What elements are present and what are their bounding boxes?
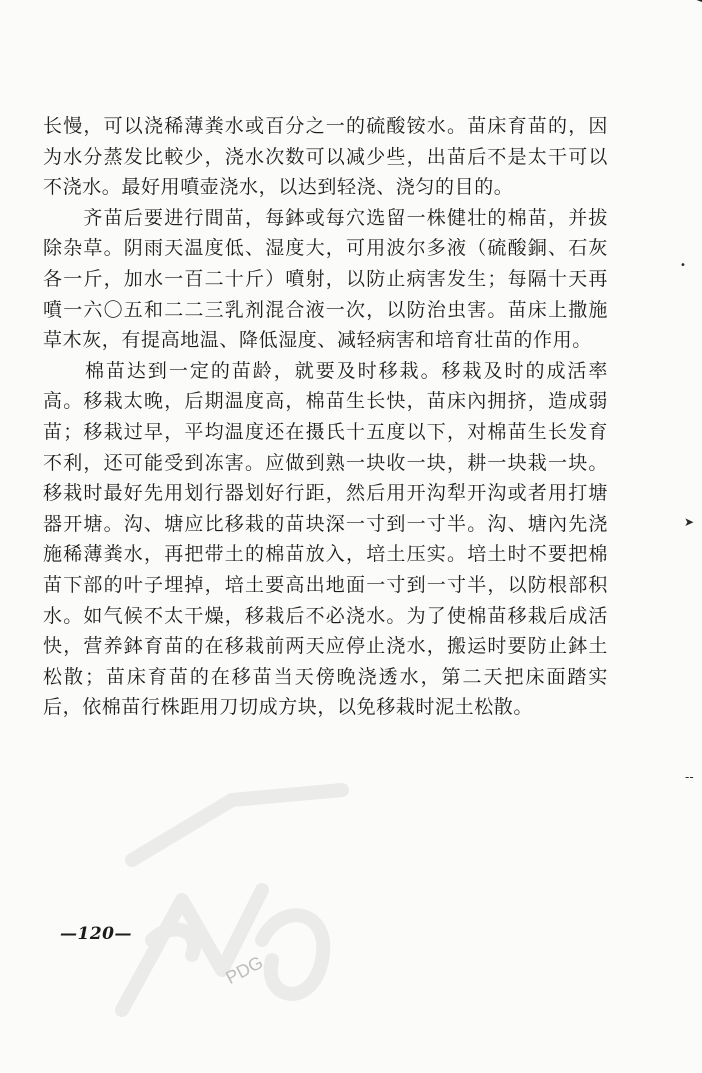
watermark-seal (112, 780, 362, 1030)
margin-mark-1: • (680, 260, 686, 271)
body-text (43, 111, 608, 723)
page-number: —120— (60, 924, 132, 944)
watermark-stroke-right (262, 915, 323, 994)
corner-scan-mark (684, 0, 702, 16)
paragraph-3: 棉苗达到一定的苗龄，就要及时移栽。移栽及时的成活率高。移栽太晚，后期温度高，棉苗生长快，苗床內拥挤，造成弱苗；移栽过早，平均温度还在摄氏十五度以下，对棉苗生长发育不利，还可能受到冻害。应做到熟一块收一块，耕一块栽一块。移栽时最好先用划行器划好行距，然后用开沟犁开沟或者用打塘器开塘。沟、塘应比移栽的苗块深一寸到一寸半。沟、塘內先浇施稀薄粪水，再把带土的棉苗放入，培土压实。培土时不要把棉苗下部的叶子埋掉，培土要高出地面一寸到一寸半，以防根部积水。如气候不太干燥，移栽后不必浇水。为了使棉苗移栽后成活快，营养鉢育苗的在移栽前两天应停止浇水，搬运时要防止鉢土松散；苗床育苗的在移苗当天傍晚浇透水，第二天把床面踏实后，依棉苗行株距用刀切成方块，以免移栽时泥土松散。 (43, 359, 608, 719)
watermark-stroke-middle (152, 929, 194, 955)
margin-mark-3: -- (685, 770, 694, 784)
margin-mark-2: ➤ (684, 515, 695, 529)
watermark-stroke-left (122, 890, 262, 1010)
paragraph-1: 长慢，可以浇稀薄粪水或百分之一的硫酸铵水。苗床育苗的，因为水分蒸发比較少，浇水次数可以减少些，出苗后不是太干可以不浇水。最好用噴壶浇水，以达到轻浇、浇匀的目的。 (43, 115, 608, 199)
watermark-stroke-top (132, 790, 342, 860)
watermark-label: PDG (222, 952, 267, 989)
paragraph-2: 齐苗后要进行間苗，每鉢或每穴选留一株健壮的棉苗，并拔除杂草。阴雨天温度低、湿度大，可用波尔多液（硫酸銅、石灰各一斤，加水一百二十斤）噴射，以防止病害发生；每隔十天再噴一六〇五和二二三乳剂混合液一次，以防治虫害。苗床上撒施草木灰，有提高地温、降低湿度、减轻病害和培育壮苗的作用。 (43, 206, 608, 352)
